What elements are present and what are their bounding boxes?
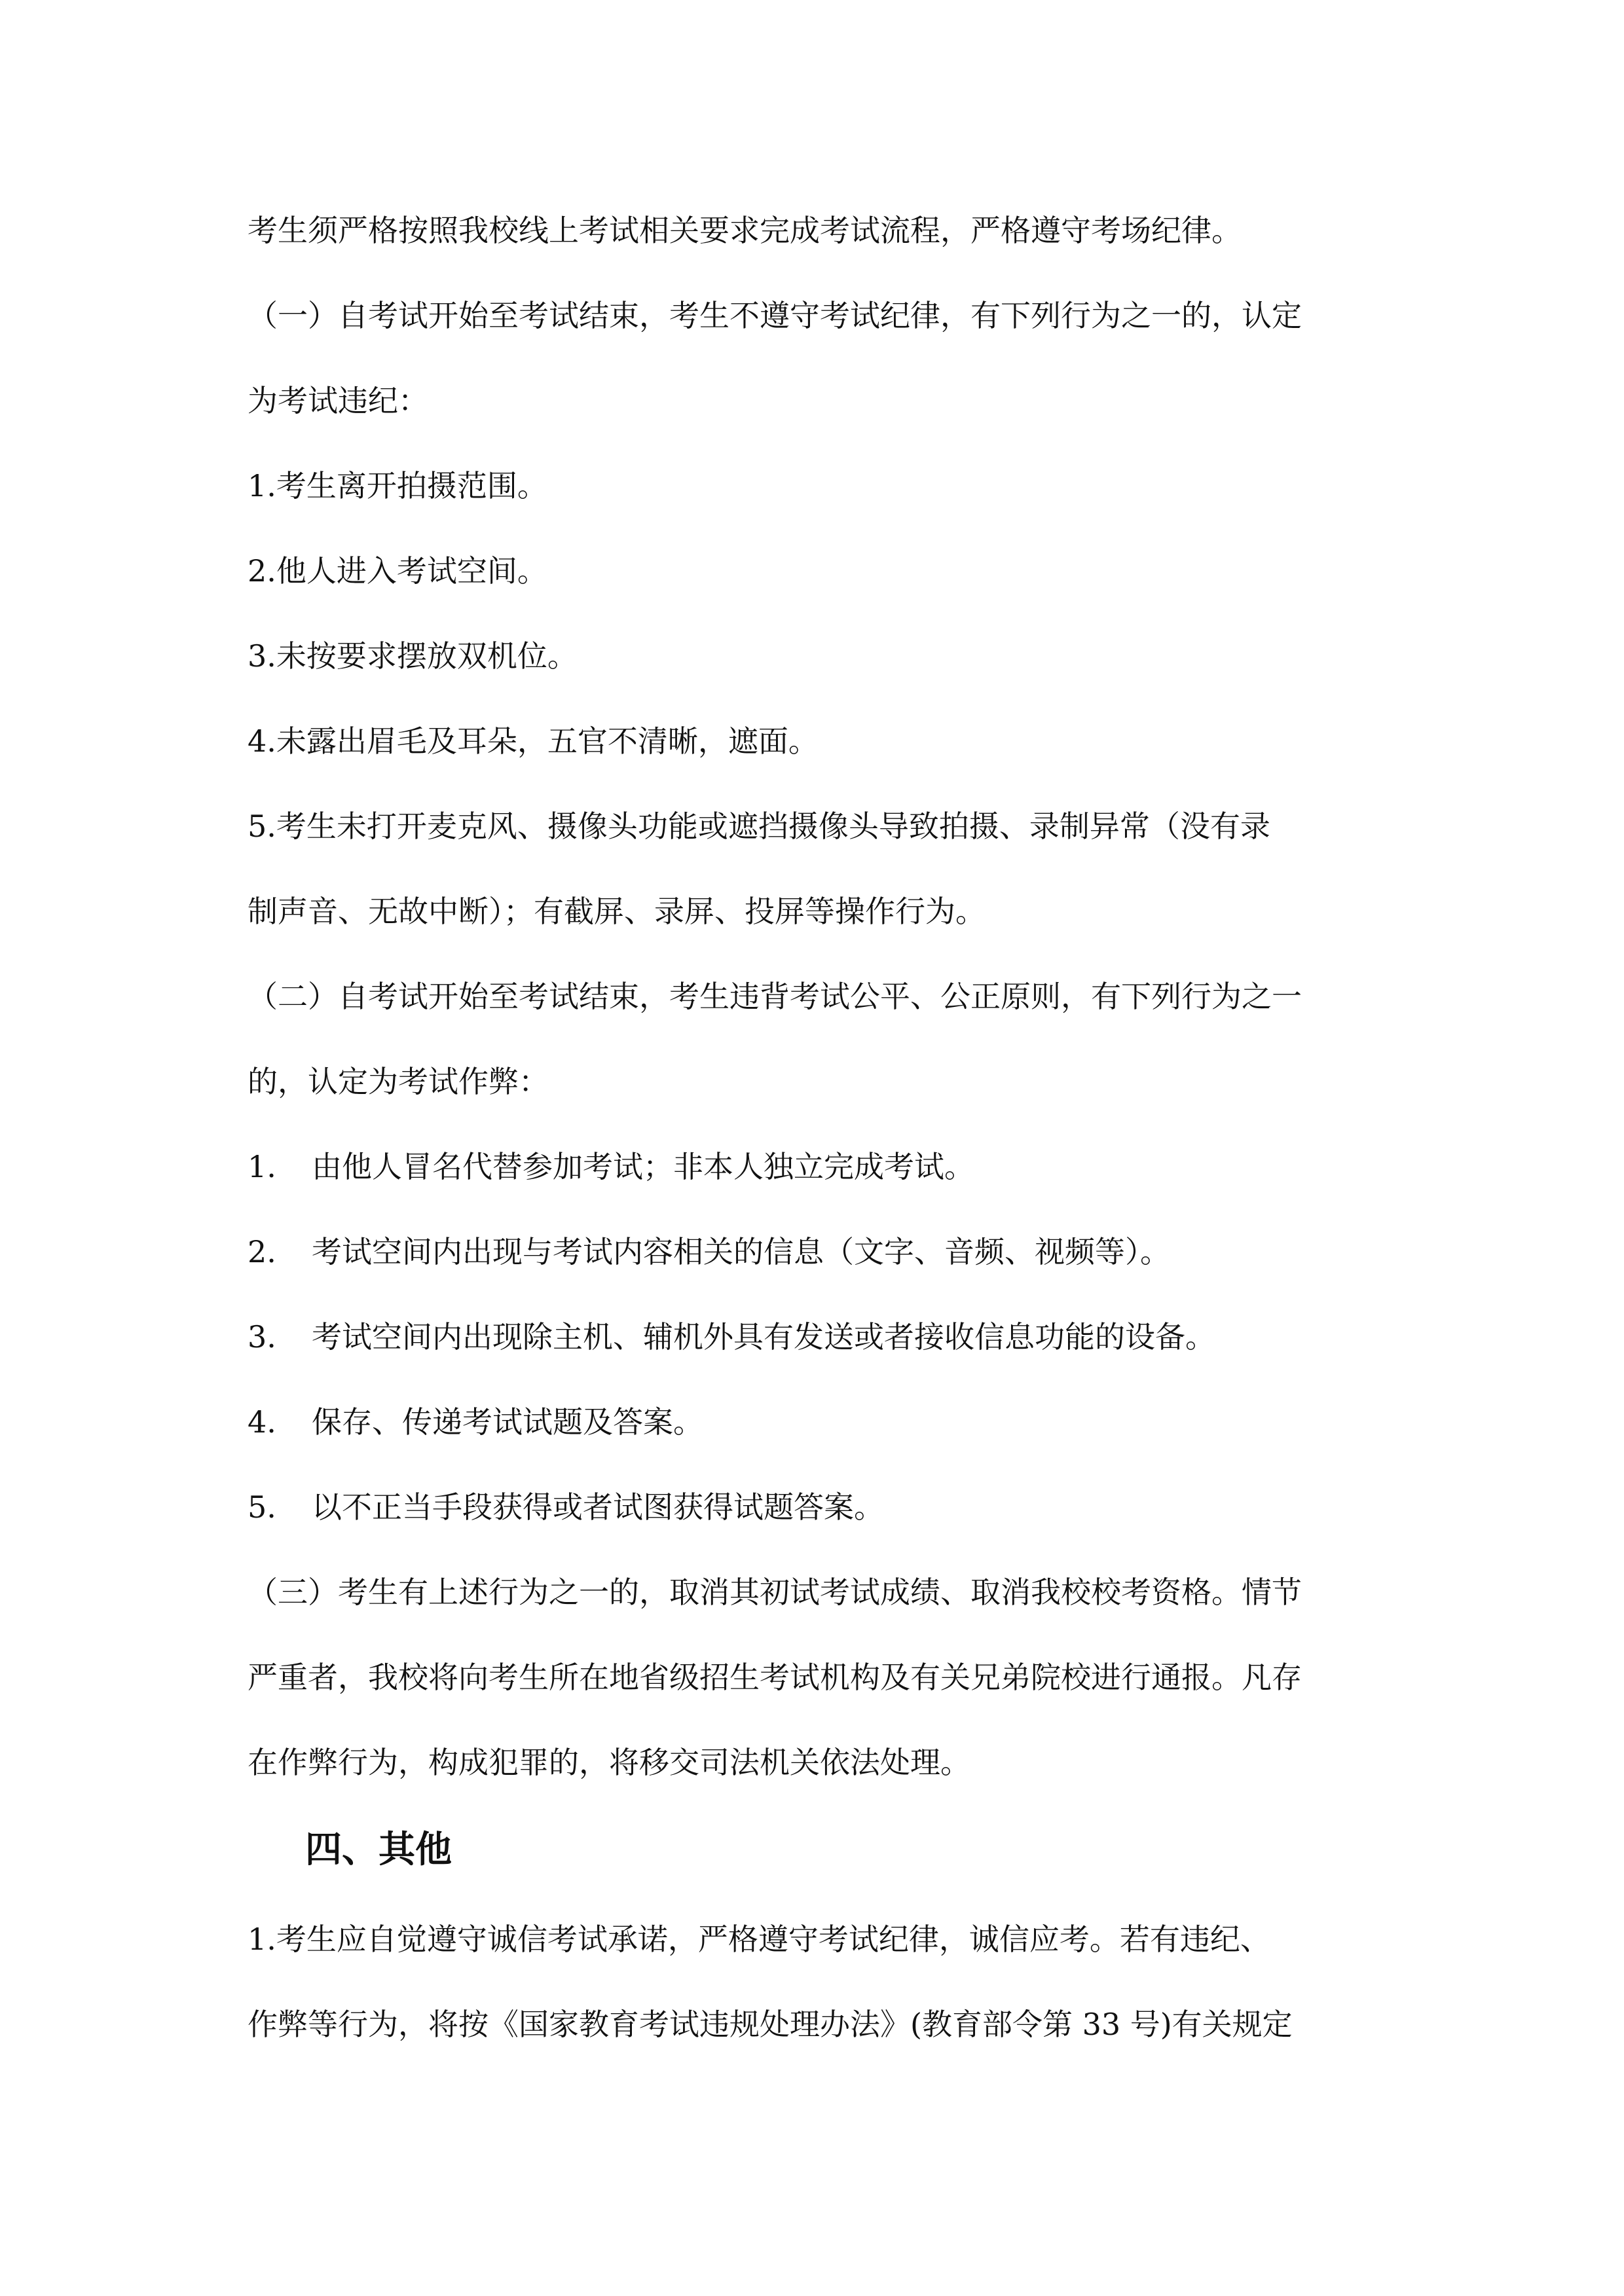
paragraph-line: 在作弊行为，构成犯罪的，将移交司法机关依法处理。 — [248, 1745, 970, 1780]
list-item — [248, 1232, 1393, 1271]
paragraph-line: 制声音、无故中断）；有截屏、录屏、投屏等操作行为。 — [248, 894, 986, 929]
list-number: 4. — [248, 1404, 276, 1440]
list-item — [248, 1147, 1393, 1186]
list-item-text: 以不正当手段获得或者试图获得试题答案。 — [312, 1489, 884, 1525]
paragraph-line: （二）自考试开始至考试结束，考生违背考试公平、公正原则，有下列行为之一 — [248, 979, 1302, 1014]
list-item: 5.考生未打开麦克风、摄像头功能或遮挡摄像头导致拍摄、录制异常（没有录 — [248, 809, 1270, 844]
paragraph-line: 1.考生应自觉遵守诚信考试承诺，严格遵守考试纪律，诚信应考。若有违纪、 — [248, 1922, 1270, 1957]
paragraph-line: 严重者，我校将向考生所在地省级招生考试机构及有关兄弟院校进行通报。凡存 — [248, 1660, 1302, 1695]
section-heading: 四、其他 — [305, 1829, 452, 1871]
list-item: 4.未露出眉毛及耳朵，五官不清晰，遮面。 — [248, 723, 819, 759]
paragraph-line: 考生须严格按照我校线上考试相关要求完成考试流程，严格遵守考场纪律。 — [248, 213, 1242, 248]
list-number: 2. — [248, 1234, 276, 1269]
list-number: 5. — [248, 1489, 276, 1525]
list-number: 1. — [248, 1149, 276, 1184]
list-item: 2.他人进入考试空间。 — [248, 553, 547, 589]
paragraph-line: （一）自考试开始至考试结束，考生不遵守考试纪律，有下列行为之一的，认定 — [248, 298, 1302, 333]
list-item-text: 考试空间内出现与考试内容相关的信息（文字、音频、视频等）。 — [312, 1234, 1170, 1269]
list-item — [248, 1487, 1393, 1527]
list-item — [248, 1402, 1393, 1442]
list-number: 3. — [248, 1319, 276, 1355]
list-item — [248, 1317, 1393, 1357]
paragraph-line: 作弊等行为，将按《国家教育考试违规处理办法》(教育部令第 33 号)有关规定 — [248, 2007, 1293, 2042]
list-item-text: 考试空间内出现除主机、辅机外具有发送或者接收信息功能的设备。 — [312, 1319, 1215, 1355]
paragraph-line: （三）考生有上述行为之一的，取消其初试考试成绩、取消我校校考资格。情节 — [248, 1575, 1302, 1610]
list-item: 1.考生离开拍摄范围。 — [248, 468, 547, 503]
list-item: 3.未按要求摆放双机位。 — [248, 638, 578, 674]
paragraph-line: 的，认定为考试作弊： — [248, 1064, 549, 1099]
list-item-text: 保存、传递考试试题及答案。 — [312, 1404, 703, 1440]
paragraph-line: 为考试违纪： — [248, 383, 428, 418]
list-item-text: 由他人冒名代替参加考试；非本人独立完成考试。 — [312, 1149, 974, 1184]
